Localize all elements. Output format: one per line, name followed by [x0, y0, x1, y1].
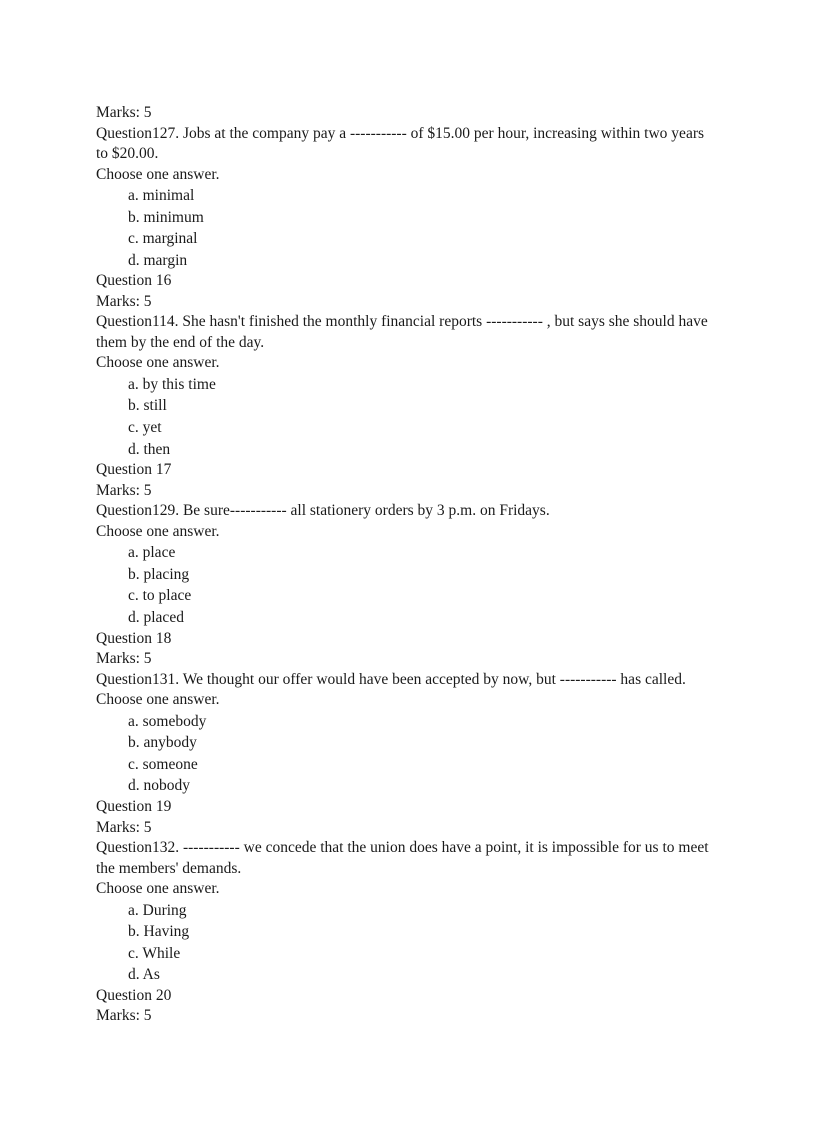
- answer-option[interactable]: d. placed: [128, 609, 184, 627]
- question-header: Question 19: [96, 798, 172, 815]
- answer-options: [96, 185, 716, 271]
- question-header: Question 20: [96, 986, 172, 1004]
- answer-option[interactable]: a. During: [128, 901, 187, 919]
- answer-option[interactable]: c. yet: [128, 419, 162, 437]
- choose-prompt: Choose one answer.: [96, 880, 220, 897]
- marks-label: Marks: 5: [96, 104, 152, 121]
- answer-option[interactable]: a. somebody: [128, 712, 207, 730]
- answer-options: [96, 542, 716, 628]
- question-text: Question131. We thought our offer would have been accepted by now, but ----------- has called.: [96, 670, 686, 688]
- marks-label: Marks: 5: [96, 481, 152, 499]
- answer-option[interactable]: c. someone: [128, 755, 198, 773]
- question-block: [96, 312, 716, 460]
- answer-option[interactable]: b. minimum: [128, 208, 204, 226]
- answer-option[interactable]: d. As: [128, 966, 160, 984]
- choose-prompt: Choose one answer.: [96, 691, 220, 709]
- answer-option[interactable]: c. marginal: [128, 230, 198, 248]
- answer-options: [96, 711, 716, 797]
- question-block: [96, 838, 716, 986]
- marks-label: Marks: 5: [96, 1007, 152, 1025]
- answer-option[interactable]: b. Having: [128, 923, 190, 941]
- question-header: Question 16: [96, 272, 172, 290]
- marks-label: Marks: 5: [96, 650, 152, 668]
- answer-option[interactable]: b. anybody: [128, 734, 197, 752]
- answer-option[interactable]: b. placing: [128, 565, 190, 583]
- answer-option[interactable]: a. minimal: [128, 187, 195, 204]
- answer-option[interactable]: c. to place: [128, 587, 192, 605]
- question-text: Question114. She hasn't finished the monthly financial reports ----------- , but says she should have them by the end of the day.: [96, 313, 708, 351]
- answer-option[interactable]: d. nobody: [128, 777, 190, 795]
- document-page: [96, 103, 716, 1027]
- answer-option[interactable]: b. still: [128, 397, 167, 415]
- answer-options: [96, 374, 716, 460]
- choose-prompt: Choose one answer.: [96, 165, 220, 183]
- choose-prompt: Choose one answer.: [96, 354, 220, 372]
- answer-option[interactable]: d. margin: [128, 251, 188, 269]
- question-header: Question 18: [96, 629, 172, 647]
- question-header: Question 17: [96, 461, 172, 479]
- answer-option[interactable]: d. then: [128, 440, 171, 458]
- question-block: [96, 670, 716, 797]
- question-text: Question129. Be sure----------- all stationery orders by 3 p.m. on Fridays.: [96, 502, 550, 520]
- marks-label: Marks: 5: [96, 818, 152, 836]
- question-text: Question127. Jobs at the company pay a ----------- of $15.00 per hour, increasing within two years to $20.00.: [96, 124, 705, 162]
- choose-prompt: Choose one answer.: [96, 522, 220, 540]
- answer-options: [96, 900, 716, 986]
- answer-option[interactable]: a. place: [128, 544, 176, 562]
- question-text: Question132. ----------- we concede that the union does have a point, it is impossible for us to meet the members' demands.: [96, 839, 709, 877]
- marks-label: Marks: 5: [96, 292, 152, 310]
- answer-option[interactable]: c. While: [128, 944, 181, 962]
- answer-option[interactable]: a. by this time: [128, 375, 216, 393]
- question-block: [96, 124, 716, 272]
- question-block: [96, 501, 716, 628]
